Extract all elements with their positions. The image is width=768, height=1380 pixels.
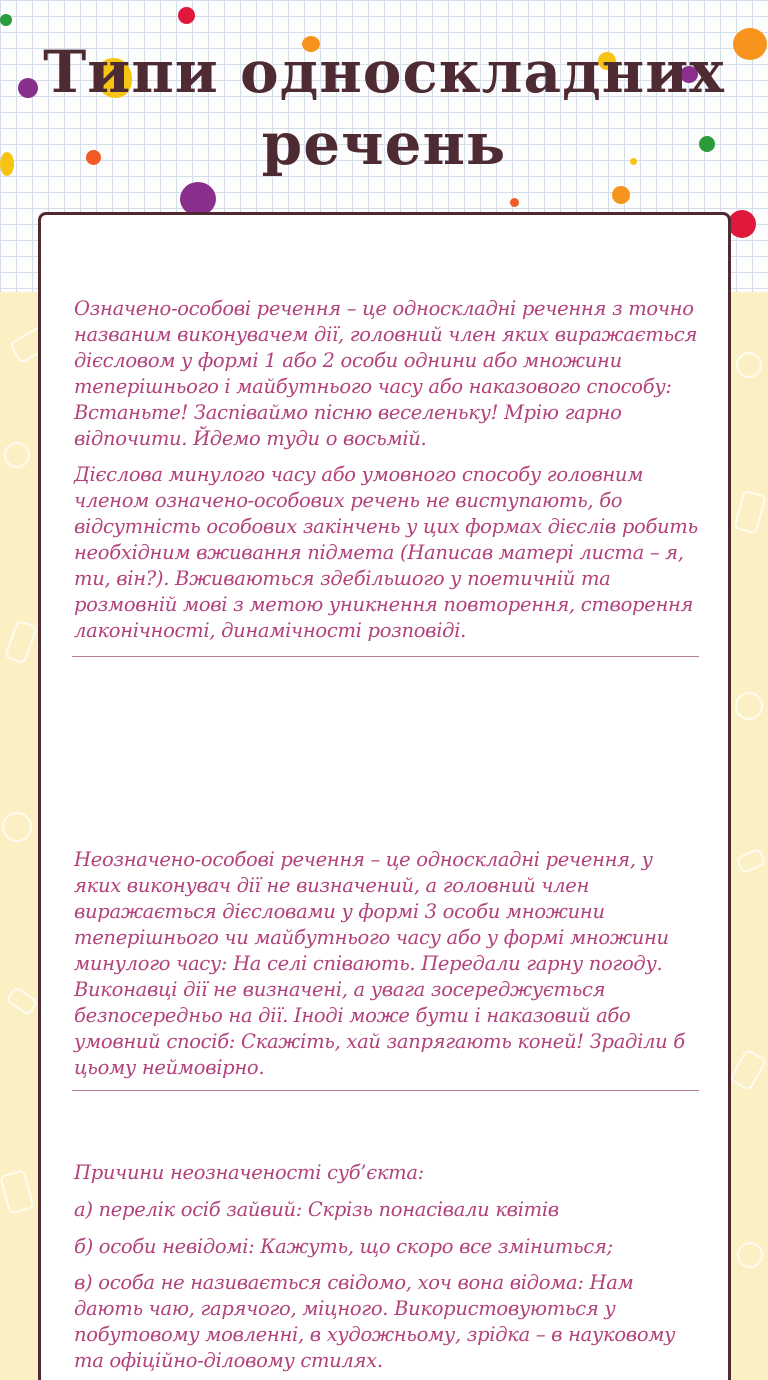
doodle-icon xyxy=(4,442,30,468)
paint-splatter-icon xyxy=(728,210,756,238)
cause-item-a: а) перелік осіб зайвий: Скрізь понасівали квітів xyxy=(74,1198,559,1221)
paint-splatter-icon xyxy=(178,7,195,24)
doodle-icon xyxy=(735,692,763,720)
causes-heading: Причини неозначеності суб’єкта: xyxy=(74,1161,424,1184)
doodle-icon xyxy=(737,1242,763,1268)
doodle-icon xyxy=(2,812,32,842)
content-card xyxy=(38,212,731,1380)
paint-splatter-icon xyxy=(180,182,216,216)
doodle-icon xyxy=(733,490,767,535)
indefinite-personal-definition: Неозначено-особові речення – це односкладні речення, у яких виконувач дії не визначений, а головний член виражається дієсловами у формі 3 особи множини теперішнього чи майбутнього часу або у формі множини минулого часу: На селі співають. Передали гарну погоду. Виконавці дії не визначені, а увага зосереджується безпосередньо на дії. Іноді може бути і наказовий або умовний спосіб: Скажіть, хай запрягають коней! Зраділи б цьому неймовірно. xyxy=(74,848,685,1079)
definite-personal-usage: Дієслова минулого часу або умовного способу головним членом означено-особових речень не виступають, бо відсутність особових закінчень у цих формах дієслів робить необхідним вживання підмета (Написав матері листа – я, ти, він?). Вживаються здебільшого у поетичній та розмовній мові з метою уникнення повторення, створення лаконічності, динамічності розповіді. xyxy=(74,463,698,642)
doodle-icon xyxy=(4,619,38,664)
doodle-icon xyxy=(735,847,766,874)
paint-splatter-icon xyxy=(0,14,12,26)
doodle-icon xyxy=(5,986,38,1017)
page-title: Типи односкладних речень xyxy=(43,38,725,178)
divider xyxy=(72,656,699,657)
paint-splatter-icon xyxy=(612,186,630,204)
cause-item-b: б) особи невідомі: Кажуть, що скоро все зміниться; xyxy=(74,1235,613,1258)
doodle-icon xyxy=(0,1169,35,1214)
cause-item-c: в) особа не називається свідомо, хоч вона відома: Нам дають чаю, гарячого, міцного. Використовуються у побутовому мовленні, в художньому, зрідка – в науковому та офіційно-діловому стилях. xyxy=(74,1271,676,1372)
paint-splatter-icon xyxy=(510,198,519,207)
doodle-icon xyxy=(736,352,762,378)
definite-personal-definition: Означено-особові речення – це односкладні речення з точно названим виконувачем дії, головний член яких виражається дієсловом у формі 1 або 2 особи однини або множини теперішнього і майбутнього часу або наказового способу: Встаньте! Заспіваймо пісню веселеньку! Мрію гарно відпочити. Йдемо туди о восьмій. xyxy=(74,297,698,450)
divider xyxy=(72,1090,699,1091)
doodle-icon xyxy=(729,1048,768,1091)
